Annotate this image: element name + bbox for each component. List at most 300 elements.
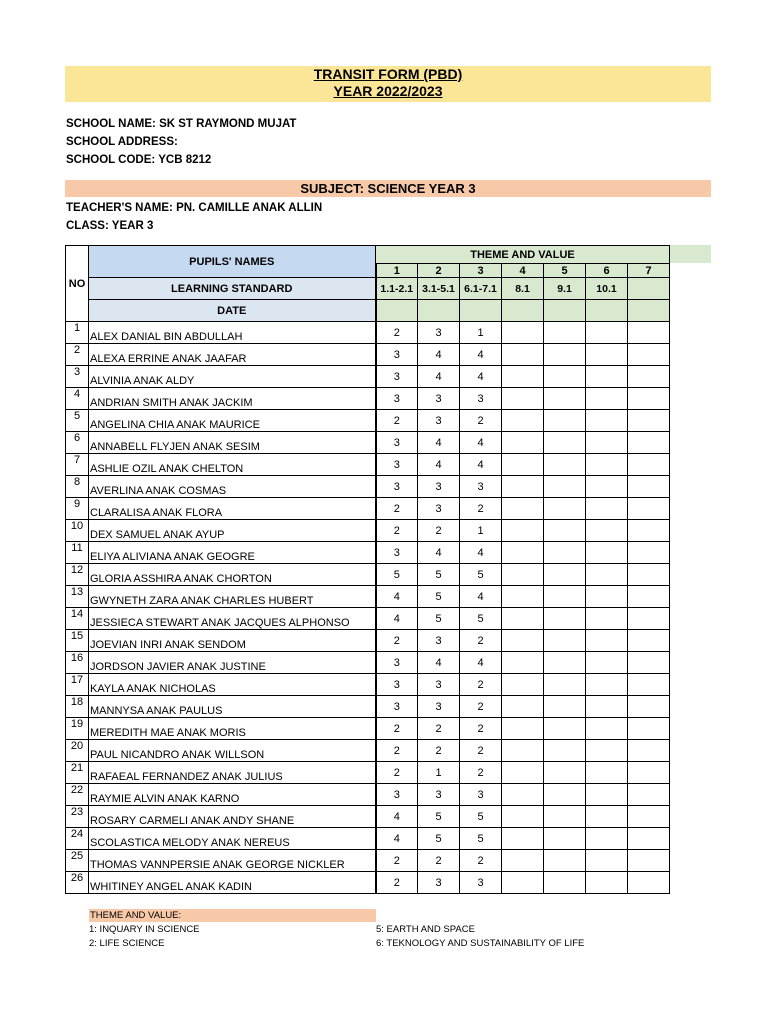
theme-value-cell[interactable]: 2	[376, 762, 418, 784]
theme-value-cell[interactable]: 5	[418, 806, 460, 828]
table-row	[66, 586, 670, 608]
theme-value-cell[interactable]: 2	[376, 850, 418, 872]
theme-value-cell[interactable]	[502, 586, 544, 608]
row-number: 18	[66, 696, 89, 718]
theme-value-cell[interactable]	[628, 520, 670, 542]
theme-value-cell[interactable]: 4	[418, 652, 460, 674]
theme-value-cell[interactable]: 3	[376, 366, 418, 388]
pupil-name: ASHLIE OZIL ANAK CHELTON	[89, 454, 376, 476]
pupil-name: ANDRIAN SMITH ANAK JACKIM	[89, 388, 376, 410]
theme-value-cell[interactable]: 4	[460, 542, 502, 564]
theme-value-cell[interactable]	[628, 762, 670, 784]
theme-value-cell[interactable]: 2	[460, 498, 502, 520]
theme-value-cell[interactable]	[586, 850, 628, 872]
theme-value-cell[interactable]	[586, 520, 628, 542]
row-number: 2	[66, 344, 89, 366]
learning-standard-5: 9.1	[544, 278, 586, 300]
theme-value-cell[interactable]	[502, 696, 544, 718]
theme-value-cell[interactable]: 3	[418, 630, 460, 652]
theme-value-cell[interactable]	[586, 718, 628, 740]
theme-value-cell[interactable]	[502, 762, 544, 784]
theme-value-cell[interactable]	[586, 410, 628, 432]
pupil-name: ANNABELL FLYJEN ANAK SESIM	[89, 432, 376, 454]
theme-value-cell[interactable]	[586, 498, 628, 520]
theme-value-cell[interactable]	[544, 586, 586, 608]
theme-value-cell[interactable]	[628, 410, 670, 432]
theme-value-cell[interactable]	[502, 652, 544, 674]
pupil-name: DEX SAMUEL ANAK AYUP	[89, 520, 376, 542]
theme-value-cell[interactable]	[628, 498, 670, 520]
row-number: 5	[66, 410, 89, 432]
date-cell[interactable]	[460, 300, 502, 322]
theme-value-cell[interactable]: 3	[418, 696, 460, 718]
theme-value-cell[interactable]: 2	[376, 322, 418, 344]
row-number: 14	[66, 608, 89, 630]
theme-value-cell[interactable]: 3	[418, 476, 460, 498]
theme-value-cell[interactable]	[544, 872, 586, 894]
learning-standard-3: 6.1-7.1	[460, 278, 502, 300]
form-title-band	[65, 66, 711, 102]
theme-value-cell[interactable]: 1	[460, 520, 502, 542]
theme-value-cell[interactable]: 5	[460, 806, 502, 828]
theme-value-cell[interactable]	[544, 828, 586, 850]
table-row	[66, 630, 670, 652]
theme-value-cell[interactable]	[628, 806, 670, 828]
theme-value-cell[interactable]: 2	[376, 718, 418, 740]
theme-value-cell[interactable]	[502, 476, 544, 498]
theme-number-4: 4	[502, 264, 544, 278]
theme-value-cell[interactable]: 5	[460, 564, 502, 586]
theme-value-cell[interactable]	[628, 542, 670, 564]
row-number: 13	[66, 586, 89, 608]
theme-value-cell[interactable]: 2	[376, 498, 418, 520]
theme-value-cell[interactable]	[586, 806, 628, 828]
theme-value-cell[interactable]: 2	[418, 850, 460, 872]
theme-value-cell[interactable]	[502, 740, 544, 762]
table-row	[66, 432, 670, 454]
school-address: SCHOOL ADDRESS:	[66, 136, 178, 148]
learning-standard-7	[628, 278, 670, 300]
table-row	[66, 850, 670, 872]
no-header: NO	[66, 246, 89, 322]
theme-value-cell[interactable]: 3	[376, 652, 418, 674]
row-number: 22	[66, 784, 89, 806]
theme-value-cell[interactable]	[544, 432, 586, 454]
row-number: 20	[66, 740, 89, 762]
theme-value-cell[interactable]: 2	[376, 520, 418, 542]
subject-band	[65, 180, 711, 197]
row-number: 10	[66, 520, 89, 542]
theme-number-5: 5	[544, 264, 586, 278]
theme-value-cell[interactable]	[586, 696, 628, 718]
date-cell[interactable]	[544, 300, 586, 322]
row-number: 21	[66, 762, 89, 784]
table-row	[66, 872, 670, 894]
row-number: 15	[66, 630, 89, 652]
theme-value-cell[interactable]: 4	[460, 344, 502, 366]
theme-value-cell[interactable]	[544, 366, 586, 388]
theme-value-cell[interactable]: 2	[460, 850, 502, 872]
theme-value-cell[interactable]	[502, 410, 544, 432]
row-number: 26	[66, 872, 89, 894]
theme-value-cell[interactable]: 5	[418, 828, 460, 850]
theme-value-cell[interactable]	[628, 564, 670, 586]
theme-value-cell[interactable]	[628, 740, 670, 762]
pupil-name: GLORIA ASSHIRA ANAK CHORTON	[89, 564, 376, 586]
theme-value-cell[interactable]	[502, 806, 544, 828]
theme-number-3: 3	[460, 264, 502, 278]
theme-value-cell[interactable]	[544, 388, 586, 410]
theme-value-cell[interactable]: 3	[418, 674, 460, 696]
theme-value-cell[interactable]	[586, 740, 628, 762]
table-row	[66, 828, 670, 850]
theme-number-7: 7	[628, 264, 670, 278]
theme-value-cell[interactable]	[544, 454, 586, 476]
theme-value-cell[interactable]	[502, 542, 544, 564]
theme-value-cell[interactable]	[544, 630, 586, 652]
theme-value-cell[interactable]: 4	[418, 344, 460, 366]
theme-value-cell[interactable]	[502, 608, 544, 630]
theme-value-cell[interactable]	[502, 850, 544, 872]
theme-value-cell[interactable]: 3	[376, 454, 418, 476]
theme-value-cell[interactable]	[586, 586, 628, 608]
theme-value-cell[interactable]	[586, 432, 628, 454]
theme-value-cell[interactable]: 2	[460, 410, 502, 432]
pupil-name: KAYLA ANAK NICHOLAS	[89, 674, 376, 696]
table-row	[66, 410, 670, 432]
theme-value-cell[interactable]: 2	[376, 740, 418, 762]
theme-value-cell[interactable]	[544, 784, 586, 806]
theme-value-cell[interactable]	[544, 322, 586, 344]
theme-value-cell[interactable]: 3	[418, 322, 460, 344]
theme-value-cell[interactable]: 4	[418, 454, 460, 476]
theme-value-cell[interactable]	[628, 454, 670, 476]
theme-value-cell[interactable]: 3	[376, 696, 418, 718]
theme-value-cell[interactable]	[502, 828, 544, 850]
theme-value-cell[interactable]: 4	[460, 366, 502, 388]
theme-value-cell[interactable]: 4	[376, 608, 418, 630]
theme-value-cell[interactable]: 3	[376, 674, 418, 696]
learning-standard-header: LEARNING STANDARD	[89, 278, 376, 300]
theme-value-cell[interactable]	[586, 476, 628, 498]
theme-value-cell[interactable]: 2	[460, 740, 502, 762]
theme-value-cell[interactable]: 2	[418, 520, 460, 542]
theme-value-cell[interactable]	[544, 476, 586, 498]
row-number: 16	[66, 652, 89, 674]
theme-value-cell[interactable]: 3	[460, 784, 502, 806]
theme-value-cell[interactable]: 4	[376, 806, 418, 828]
theme-value-cell[interactable]: 3	[418, 410, 460, 432]
theme-value-cell[interactable]	[502, 322, 544, 344]
pupil-name: ALVINIA ANAK ALDY	[89, 366, 376, 388]
pupil-name: WHITINEY ANGEL ANAK KADIN	[89, 872, 376, 894]
theme-value-cell[interactable]	[502, 388, 544, 410]
theme-value-cell[interactable]: 3	[376, 784, 418, 806]
theme-value-cell[interactable]	[586, 652, 628, 674]
theme-value-cell[interactable]	[586, 872, 628, 894]
form-year: YEAR 2022/2023	[333, 83, 443, 99]
row-number: 8	[66, 476, 89, 498]
theme-value-cell[interactable]	[586, 344, 628, 366]
theme-value-cell[interactable]: 4	[460, 432, 502, 454]
table-row	[66, 388, 670, 410]
theme-value-cell[interactable]	[544, 740, 586, 762]
table-row	[66, 784, 670, 806]
row-number: 11	[66, 542, 89, 564]
theme-value-cell[interactable]: 3	[418, 872, 460, 894]
table-row	[66, 696, 670, 718]
theme-value-cell[interactable]	[502, 366, 544, 388]
date-cell[interactable]	[502, 300, 544, 322]
row-number: 3	[66, 366, 89, 388]
table-row	[66, 520, 670, 542]
theme-value-cell[interactable]	[628, 586, 670, 608]
row-number: 24	[66, 828, 89, 850]
theme-value-cell[interactable]	[586, 564, 628, 586]
date-cell[interactable]	[376, 300, 418, 322]
row-number: 1	[66, 322, 89, 344]
table-row	[66, 322, 670, 344]
theme-value-cell[interactable]	[628, 608, 670, 630]
pupil-name: THOMAS VANNPERSIE ANAK GEORGE NICKLER	[89, 850, 376, 872]
theme-value-cell[interactable]: 4	[460, 454, 502, 476]
theme-value-cell[interactable]	[586, 762, 628, 784]
theme-value-cell[interactable]: 3	[460, 872, 502, 894]
theme-value-cell[interactable]: 2	[460, 762, 502, 784]
theme-value-cell[interactable]	[628, 696, 670, 718]
subject-title: SUBJECT: SCIENCE YEAR 3	[300, 181, 476, 196]
teacher-info	[66, 199, 322, 235]
theme-value-cell[interactable]	[502, 674, 544, 696]
theme-number-6: 6	[586, 264, 628, 278]
theme-value-cell[interactable]	[544, 674, 586, 696]
theme-value-cell[interactable]	[628, 872, 670, 894]
theme-value-cell[interactable]: 2	[460, 674, 502, 696]
pupils-names-header: PUPILS' NAMES	[89, 246, 376, 278]
learning-standard-6: 10.1	[586, 278, 628, 300]
theme-value-cell[interactable]	[544, 696, 586, 718]
pupil-name: ROSARY CARMELI ANAK ANDY SHANE	[89, 806, 376, 828]
table-row	[66, 762, 670, 784]
pupil-name: AVERLINA ANAK COSMAS	[89, 476, 376, 498]
theme-value-cell[interactable]: 3	[376, 432, 418, 454]
theme-value-cell[interactable]	[586, 828, 628, 850]
table-row	[66, 542, 670, 564]
theme-value-cell[interactable]	[544, 344, 586, 366]
theme-value-cell[interactable]	[502, 498, 544, 520]
table-row	[66, 608, 670, 630]
theme-value-cell[interactable]: 2	[460, 630, 502, 652]
theme-value-cell[interactable]: 2	[418, 718, 460, 740]
theme-value-cell[interactable]	[544, 652, 586, 674]
assessment-table	[65, 245, 670, 894]
row-number: 17	[66, 674, 89, 696]
theme-value-cell[interactable]	[628, 652, 670, 674]
theme-value-cell[interactable]	[628, 344, 670, 366]
table-row	[66, 564, 670, 586]
pupil-name: JESSIECA STEWART ANAK JACQUES ALPHONSO	[89, 608, 376, 630]
pupil-name: CLARALISA ANAK FLORA	[89, 498, 376, 520]
theme-value-cell[interactable]	[544, 608, 586, 630]
theme-value-cell[interactable]: 3	[418, 498, 460, 520]
theme-value-cell[interactable]	[544, 498, 586, 520]
theme-value-cell[interactable]	[628, 476, 670, 498]
table-row	[66, 454, 670, 476]
theme-value-cell[interactable]: 3	[460, 388, 502, 410]
theme-value-cell[interactable]: 4	[418, 366, 460, 388]
theme-value-cell[interactable]	[628, 432, 670, 454]
theme-value-cell[interactable]	[502, 784, 544, 806]
table-row	[66, 718, 670, 740]
theme-value-cell[interactable]	[502, 718, 544, 740]
row-number: 9	[66, 498, 89, 520]
theme-value-cell[interactable]	[502, 630, 544, 652]
theme-value-cell[interactable]	[586, 674, 628, 696]
theme-value-cell[interactable]	[586, 784, 628, 806]
theme-value-cell[interactable]: 3	[376, 388, 418, 410]
theme-value-cell[interactable]	[544, 410, 586, 432]
legend-item: 2: LIFE SCIENCE	[89, 938, 165, 949]
theme-value-cell[interactable]: 5	[418, 586, 460, 608]
row-number: 19	[66, 718, 89, 740]
theme-value-cell[interactable]	[544, 564, 586, 586]
theme-value-cell[interactable]	[502, 520, 544, 542]
row-number: 6	[66, 432, 89, 454]
theme-header-extension	[669, 245, 711, 263]
theme-value-cell[interactable]	[502, 432, 544, 454]
theme-value-cell[interactable]: 1	[418, 762, 460, 784]
form-title: TRANSIT FORM (PBD)	[313, 66, 463, 82]
theme-value-cell[interactable]	[544, 542, 586, 564]
theme-value-cell[interactable]	[586, 542, 628, 564]
theme-value-cell[interactable]	[502, 454, 544, 476]
theme-value-cell[interactable]: 4	[376, 828, 418, 850]
theme-value-cell[interactable]: 4	[376, 586, 418, 608]
theme-value-cell[interactable]: 5	[376, 564, 418, 586]
theme-value-cell[interactable]	[586, 630, 628, 652]
theme-value-cell[interactable]	[628, 828, 670, 850]
theme-value-cell[interactable]	[586, 322, 628, 344]
date-cell[interactable]	[628, 300, 670, 322]
theme-value-cell[interactable]	[628, 322, 670, 344]
pupil-name: ALEX DANIAL BIN ABDULLAH	[89, 322, 376, 344]
theme-value-cell[interactable]	[628, 850, 670, 872]
table-row	[66, 652, 670, 674]
theme-value-cell[interactable]	[628, 718, 670, 740]
school-name: SCHOOL NAME: SK ST RAYMOND MUJAT	[66, 118, 297, 130]
theme-value-cell[interactable]	[628, 784, 670, 806]
row-number: 4	[66, 388, 89, 410]
theme-value-cell[interactable]: 3	[460, 476, 502, 498]
theme-value-cell[interactable]	[586, 366, 628, 388]
learning-standard-1: 1.1-2.1	[376, 278, 418, 300]
teacher-name: TEACHER'S NAME: PN. CAMILLE ANAK ALLIN	[66, 202, 323, 214]
theme-value-cell[interactable]: 2	[460, 718, 502, 740]
theme-value-cell[interactable]	[628, 388, 670, 410]
row-number: 25	[66, 850, 89, 872]
theme-value-cell[interactable]	[628, 366, 670, 388]
theme-value-cell[interactable]: 3	[376, 476, 418, 498]
theme-value-cell[interactable]	[628, 674, 670, 696]
theme-value-cell[interactable]: 5	[460, 828, 502, 850]
learning-standard-2: 3.1-5.1	[418, 278, 460, 300]
theme-value-cell[interactable]: 3	[418, 784, 460, 806]
theme-value-cell[interactable]	[544, 762, 586, 784]
legend-item: 5: EARTH AND SPACE	[376, 924, 475, 935]
theme-value-cell[interactable]: 5	[418, 564, 460, 586]
table-row	[66, 498, 670, 520]
pupil-name: JORDSON JAVIER ANAK JUSTINE	[89, 652, 376, 674]
theme-value-cell[interactable]: 3	[418, 388, 460, 410]
pupil-name: JOEVIAN INRI ANAK SENDOM	[89, 630, 376, 652]
table-row	[66, 476, 670, 498]
pupil-name: RAYMIE ALVIN ANAK KARNO	[89, 784, 376, 806]
theme-number-1: 1	[376, 264, 418, 278]
legend-heading: THEME AND VALUE:	[89, 909, 376, 922]
theme-value-cell[interactable]: 4	[418, 542, 460, 564]
row-number: 12	[66, 564, 89, 586]
theme-value-cell[interactable]	[544, 806, 586, 828]
theme-value-cell[interactable]	[586, 388, 628, 410]
theme-value-cell[interactable]: 1	[460, 322, 502, 344]
theme-value-cell[interactable]	[628, 630, 670, 652]
school-code: SCHOOL CODE: YCB 8212	[66, 154, 212, 166]
theme-value-cell[interactable]	[544, 718, 586, 740]
theme-value-cell[interactable]	[544, 850, 586, 872]
theme-value-cell[interactable]: 4	[460, 652, 502, 674]
theme-value-cell[interactable]: 2	[376, 872, 418, 894]
pupil-name: MEREDITH MAE ANAK MORIS	[89, 718, 376, 740]
pupil-name: SCOLASTICA MELODY ANAK NEREUS	[89, 828, 376, 850]
table-row	[66, 806, 670, 828]
theme-value-cell[interactable]: 5	[418, 608, 460, 630]
theme-value-cell[interactable]: 2	[376, 410, 418, 432]
theme-value-cell[interactable]	[586, 608, 628, 630]
legend-left	[89, 923, 200, 951]
learning-standard-4: 8.1	[502, 278, 544, 300]
pupil-name: ANGELINA CHIA ANAK MAURICE	[89, 410, 376, 432]
theme-value-cell[interactable]	[502, 872, 544, 894]
table-row	[66, 674, 670, 696]
theme-value-cell[interactable]	[544, 520, 586, 542]
date-cell[interactable]	[586, 300, 628, 322]
theme-value-cell[interactable]: 5	[460, 608, 502, 630]
row-number: 23	[66, 806, 89, 828]
theme-value-cell[interactable]: 3	[376, 344, 418, 366]
table-row	[66, 740, 670, 762]
pupil-name: PAUL NICANDRO ANAK WILLSON	[89, 740, 376, 762]
theme-value-cell[interactable]: 4	[418, 432, 460, 454]
pupil-name: MANNYSA ANAK PAULUS	[89, 696, 376, 718]
theme-value-cell[interactable]: 4	[460, 586, 502, 608]
date-cell[interactable]	[418, 300, 460, 322]
theme-value-cell[interactable]	[586, 454, 628, 476]
row-number: 7	[66, 454, 89, 476]
legend-right	[376, 923, 584, 951]
theme-value-cell[interactable]: 2	[418, 740, 460, 762]
theme-number-2: 2	[418, 264, 460, 278]
table-row	[66, 366, 670, 388]
theme-value-cell[interactable]: 2	[376, 630, 418, 652]
pupil-name: ALEXA ERRINE ANAK JAAFAR	[89, 344, 376, 366]
table-row	[66, 344, 670, 366]
theme-value-cell[interactable]	[502, 564, 544, 586]
theme-value-cell[interactable]: 3	[376, 542, 418, 564]
pupil-name: RAFAEAL FERNANDEZ ANAK JULIUS	[89, 762, 376, 784]
theme-value-cell[interactable]: 2	[460, 696, 502, 718]
theme-value-cell[interactable]	[502, 344, 544, 366]
school-info	[66, 115, 296, 169]
